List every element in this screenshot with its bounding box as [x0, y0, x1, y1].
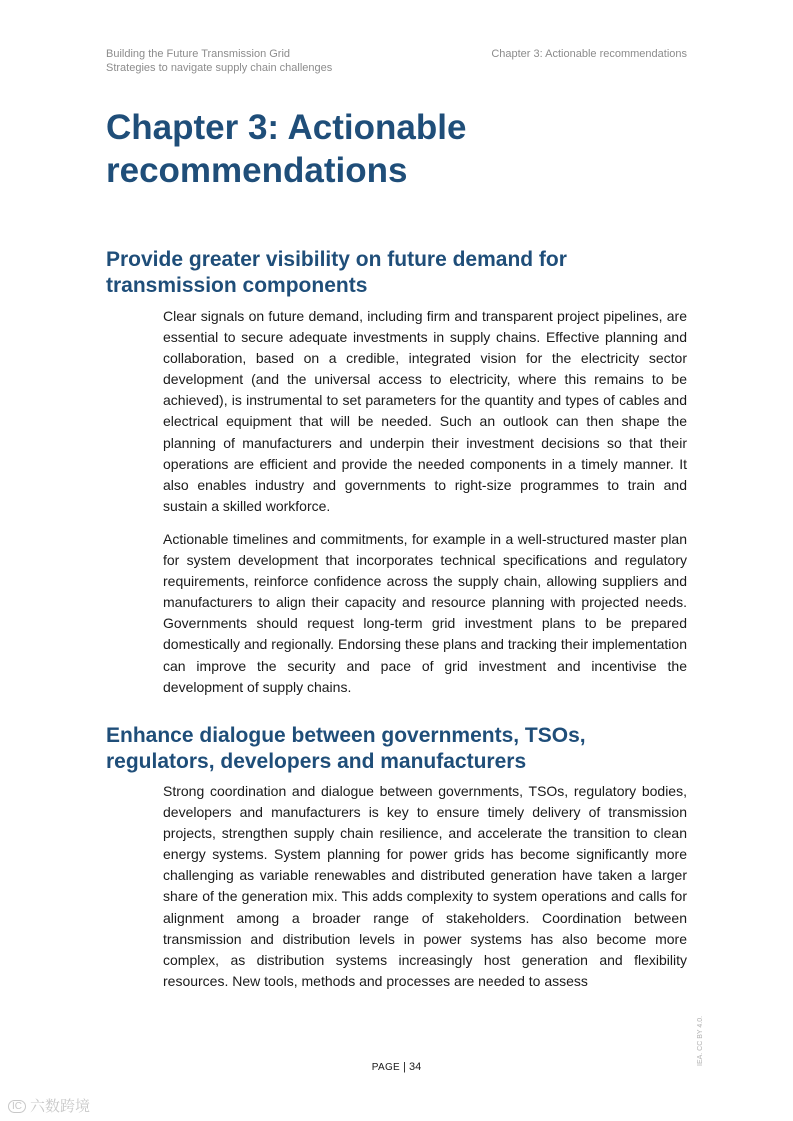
running-header-left — [106, 47, 332, 75]
header-report-subtitle: Strategies to navigate supply chain challenges — [106, 62, 333, 74]
paragraph: Strong coordination and dialogue between governments, TSOs, regulatory bodies, developers and manufacturers is key to ensure timely delivery of transmission projects, strengthen supply chain resilience, and accelerate the transition to clean energy systems. System planning for power grids has become significantly more challenging as variable renewables and distributed generation have taken a larger share of the generation mix. This adds complexity to system operations and calls for alignment among a broader range of stakeholders. Coordination between transmission and distribution levels in power systems has also become more complex, as distribution systems increasingly host generation and flexibility resources. New tools, methods and processes are needed to assess — [163, 783, 687, 989]
watermark-text: 六数跨境 — [30, 1098, 91, 1115]
section-heading-visibility: Provide greater visibility on future demand for transmission components — [106, 248, 567, 297]
paragraph: Actionable timelines and commitments, for example in a well-structured master plan for system development that incorporates technical specifications and regulatory requirements, reinforce confidence across the supply chain, allowing suppliers and manufacturers to align their capacity and resource planning with projected needs. Governments should request long-term grid investment plans to be prepared domestically and regionally. Endorsing these plans and tracking their implementation can improve the security and pace of grid investment and incentivise the development of supply chains. — [163, 531, 687, 695]
running-header-right — [491, 47, 687, 61]
watermark — [8, 1095, 90, 1116]
section-heading-dialogue: Enhance dialogue between governments, TSOs, regulators, developers and manufacturers — [106, 724, 586, 773]
chapter-title: Chapter 3: Actionable recommendations — [106, 108, 467, 190]
page-separator: | — [403, 1061, 406, 1073]
header-report-title: Building the Future Transmission Grid — [106, 48, 291, 60]
license-note: IEA. CC BY 4.0. — [697, 1015, 704, 1066]
page-number: 34 — [408, 1061, 422, 1073]
paragraph: Clear signals on future demand, including firm and transparent project pipelines, are essential to secure adequate investments in supply chains. Effective planning and collaboration, based on a credible, integrated vision for the electricity sector development (and the universal access to electricity, where this remains to be achieved), is instrumental to set parameters for the quantity and types of cables and electrical equipment that will be needed. Such an outlook can then shape the planning of manufacturers and underpin their investment decisions so that their operations are efficient and provide the needed components in a timely manner. It also enables industry and governments to right-size programmes to train and sustain a skilled workforce. — [163, 308, 687, 514]
header-chapter: Chapter 3: Actionable recommendations — [491, 48, 687, 60]
page-label: PAGE — [371, 1062, 400, 1073]
page-footer — [0, 1061, 793, 1073]
watermark-logo-icon: IC — [8, 1100, 26, 1113]
